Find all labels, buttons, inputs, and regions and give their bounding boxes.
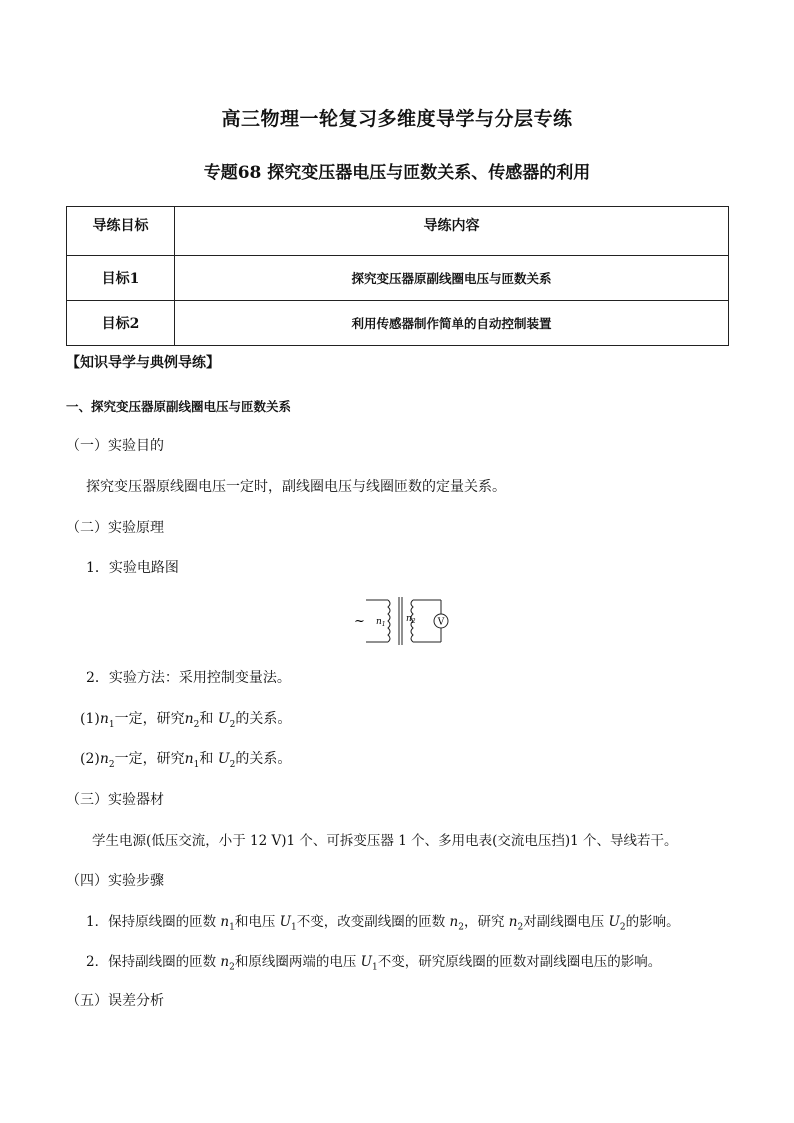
table-row <box>67 256 729 301</box>
subsection-title-error-analysis: （五）误差分析 <box>66 993 164 1009</box>
method-case-1: $(1)n_1$一定，研究$n_2$和 $U_2$的关系。 <box>80 711 292 730</box>
equipment-text: 学生电源(低压交流，小于 12 V)1 个、可拆变压器 1 个、多用电表(交流电压挡)1 个、导线若干。 <box>92 833 678 849</box>
secondary-turns-label: $n_2$ <box>406 614 416 625</box>
table-cell-goal: 目标1 <box>67 256 175 301</box>
section-heading: 一、探究变压器原副线圈电压与匝数关系 <box>66 399 292 414</box>
principle-item-circuit: 1．实验电路图 <box>86 560 179 576</box>
table-cell-goal: 目标2 <box>67 301 175 346</box>
step-1: 1．保持原线圈的匝数 $n_1$和电压 $U_1$不变，改变副线圈的匝数 $n_2$，研究 $n_2$对副线圈电压 $U_2$的影响。 <box>86 914 680 933</box>
purpose-text: 探究变压器原线圈电压一定时，副线圈电压与线圈匝数的定量关系。 <box>86 479 506 495</box>
subsection-title-steps: （四）实验步骤 <box>66 873 164 889</box>
subsection-title-purpose: （一）实验目的 <box>66 438 164 454</box>
step-2: 2．保持副线圈的匝数 $n_2$和原线圈两端的电压 $U_1$不变，研究原线圈的匝数对副线圈电压的影响。 <box>86 954 662 973</box>
table-header-content: 导练内容 <box>175 207 729 256</box>
document-subtitle: 专题68 探究变压器电压与匝数关系、传感器的利用 <box>203 163 591 183</box>
subsection-title-principle: （二）实验原理 <box>66 520 164 536</box>
table-row <box>67 301 729 346</box>
principle-item-method: 2．实验方法：采用控制变量法。 <box>86 670 291 686</box>
table-header-row <box>67 207 729 256</box>
table-cell-content: 利用传感器制作简单的自动控制装置 <box>175 301 729 346</box>
primary-turns-label: $n_1$ <box>376 617 386 628</box>
table-cell-content: 探究变压器原副线圈电压与匝数关系 <box>175 256 729 301</box>
document-title: 高三物理一轮复习多维度导学与分层专练 <box>221 108 573 130</box>
subsection-title-equipment: （三）实验器材 <box>66 792 164 808</box>
transformer-circuit-diagram <box>352 594 452 648</box>
goals-table <box>66 206 729 346</box>
knowledge-heading: 【知识导学与典例导练】 <box>66 355 220 371</box>
voltmeter-label: V <box>437 617 445 628</box>
table-header-goal: 导练目标 <box>67 207 175 256</box>
ac-source-symbol: ~ <box>354 614 365 629</box>
method-case-2: $(2)n_2$一定，研究$n_1$和 $U_2$的关系。 <box>80 751 292 770</box>
